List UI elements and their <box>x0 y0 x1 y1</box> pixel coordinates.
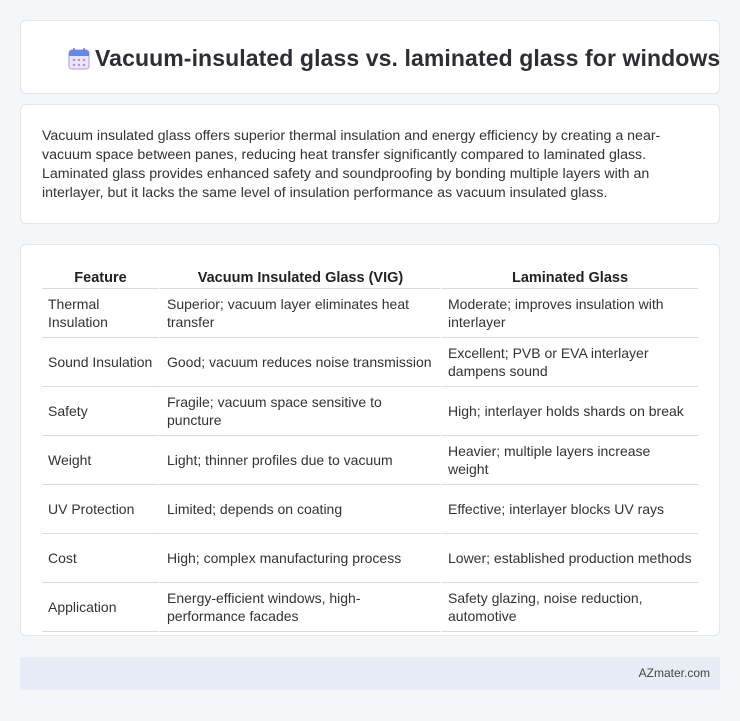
comparison-card <box>20 244 720 636</box>
vig-cell: Limited; depends on coating <box>159 485 440 534</box>
laminated-cell: High; interlayer holds shards on break <box>440 387 698 436</box>
feature-cell: Weight <box>42 436 159 485</box>
table-row <box>42 534 698 583</box>
laminated-cell: Heavier; multiple layers increase weight <box>440 436 698 485</box>
vig-cell: Superior; vacuum layer eliminates heat transfer <box>159 289 440 338</box>
footer-bar <box>20 657 720 690</box>
header-laminated: Laminated Glass <box>440 267 698 289</box>
header-vig: Vacuum Insulated Glass (VIG) <box>159 267 440 289</box>
feature-cell: Application <box>42 583 159 632</box>
intro-card <box>20 104 720 224</box>
calendar-icon <box>66 47 92 71</box>
table-row <box>42 289 698 338</box>
vig-cell: Energy-efficient windows, high-performance facades <box>159 583 440 632</box>
table-row <box>42 485 698 534</box>
title-card <box>20 20 720 94</box>
table-header-row <box>42 267 698 289</box>
table-row <box>42 338 698 387</box>
laminated-cell: Effective; interlayer blocks UV rays <box>440 485 698 534</box>
table-row <box>42 387 698 436</box>
header-feature: Feature <box>42 267 159 289</box>
laminated-cell: Moderate; improves insulation with interlayer <box>440 289 698 338</box>
vig-cell: High; complex manufacturing process <box>159 534 440 583</box>
feature-cell: Sound Insulation <box>42 338 159 387</box>
footer-brand: AZmater.com <box>638 666 710 680</box>
vig-cell: Fragile; vacuum space sensitive to puncture <box>159 387 440 436</box>
table-row <box>42 583 698 632</box>
feature-cell: UV Protection <box>42 485 159 534</box>
feature-cell: Cost <box>42 534 159 583</box>
feature-cell: Thermal Insulation <box>42 289 159 338</box>
laminated-cell: Excellent; PVB or EVA interlayer dampens sound <box>440 338 698 387</box>
vig-cell: Light; thinner profiles due to vacuum <box>159 436 440 485</box>
feature-cell: Safety <box>42 387 159 436</box>
laminated-cell: Lower; established production methods <box>440 534 698 583</box>
intro-paragraph: Vacuum insulated glass offers superior thermal insulation and energy efficiency by creating a near-vacuum space between panes, reducing heat transfer significantly compared to laminated glass. Laminated glass provides enhanced safety and soundproofing by bonding multiple layers with an interlayer, but it lacks the same level of insulation performance as vacuum insulated glass. <box>42 128 661 201</box>
vig-cell: Good; vacuum reduces noise transmission <box>159 338 440 387</box>
table-row <box>42 436 698 485</box>
comparison-table <box>42 267 698 632</box>
laminated-cell: Safety glazing, noise reduction, automotive <box>440 583 698 632</box>
page-title: Vacuum-insulated glass vs. laminated glass for windows <box>95 45 721 71</box>
